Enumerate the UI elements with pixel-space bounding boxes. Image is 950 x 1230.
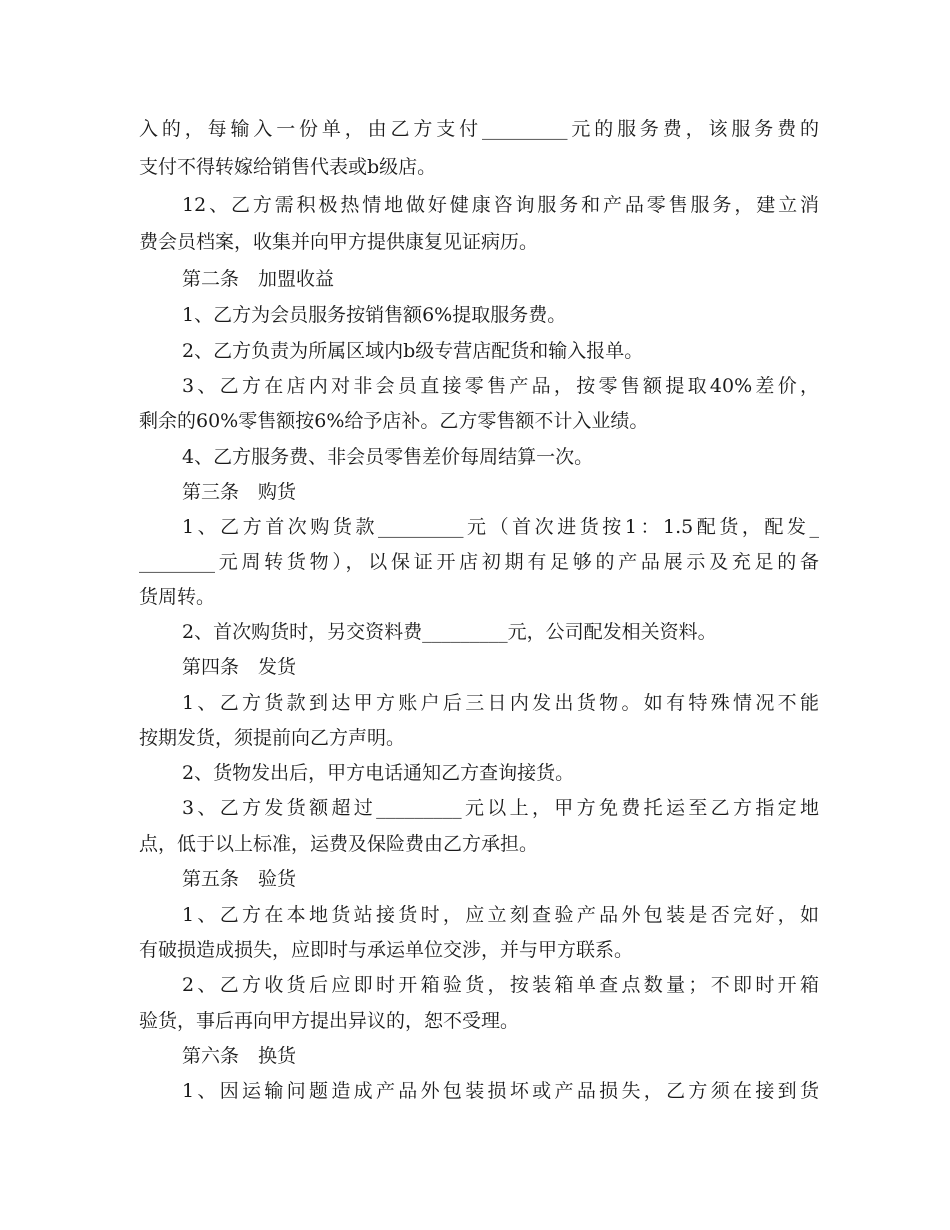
text-line: 1、乙方货款到达甲方账户后三日内发出货物。如有特殊情况不能 xyxy=(182,692,819,714)
text-line: 1、乙方首次购货款_________元（首次进货按1：1.5配货，配发_ xyxy=(182,516,819,538)
text-line: 支付不得转嫁给销售代表或b级店。 xyxy=(139,156,437,178)
section-heading: 第五条 验货 xyxy=(182,868,297,890)
text-line: 2、乙方负责为所属区域内b级专营店配货和输入报单。 xyxy=(182,340,644,362)
text-line: 货周转。 xyxy=(139,586,216,608)
text-line: 4、乙方服务费、非会员零售差价每周结算一次。 xyxy=(182,446,594,468)
text-line: 1、乙方为会员服务按销售额6%提取服务费。 xyxy=(182,304,567,326)
text-line: 入的，每输入一份单，由乙方支付_________元的服务费，该服务费的 xyxy=(139,118,819,140)
text-line: 1、乙方在本地货站接货时，应立刻查验产品外包装是否完好，如 xyxy=(182,904,819,926)
text-line: 3、乙方发货额超过_________元以上，甲方免费托运至乙方指定地 xyxy=(182,797,819,819)
section-heading: 第六条 换货 xyxy=(182,1045,297,1067)
text-line: 费会员档案，收集并向甲方提供康复见证病历。 xyxy=(139,231,539,253)
text-line: 2、首次购货时，另交资料费_________元，公司配发相关资料。 xyxy=(182,621,717,643)
text-line: 验货，事后再向甲方提出异议的，恕不受理。 xyxy=(139,1010,520,1032)
text-line: 按期发货，须提前向乙方声明。 xyxy=(139,727,406,749)
section-heading: 第三条 购货 xyxy=(182,481,297,503)
text-line: 1、因运输问题造成产品外包装损坏或产品损失，乙方须在接到货 xyxy=(182,1080,819,1102)
text-line: ________元周转货物），以保证开店初期有足够的产品展示及充足的备 xyxy=(139,551,819,573)
text-line: 剩余的60%零售额按6%给予店补。乙方零售额不计入业绩。 xyxy=(139,410,649,432)
text-line: 12、乙方需积极热情地做好健康咨询服务和产品零售服务，建立消 xyxy=(182,194,819,216)
text-line: 3、乙方在店内对非会员直接零售产品，按零售额提取40%差价， xyxy=(182,375,819,397)
section-heading: 第二条 加盟收益 xyxy=(182,268,335,290)
text-line: 点，低于以上标准，运费及保险费由乙方承担。 xyxy=(139,833,539,855)
text-line: 2、货物发出后，甲方电话通知乙方查询接货。 xyxy=(182,762,575,784)
text-line: 有破损造成损失，应即时与承运单位交涉，并与甲方联系。 xyxy=(139,939,634,961)
section-heading: 第四条 发货 xyxy=(182,656,297,678)
text-line: 2、乙方收货后应即时开箱验货，按装箱单查点数量；不即时开箱 xyxy=(182,974,819,996)
